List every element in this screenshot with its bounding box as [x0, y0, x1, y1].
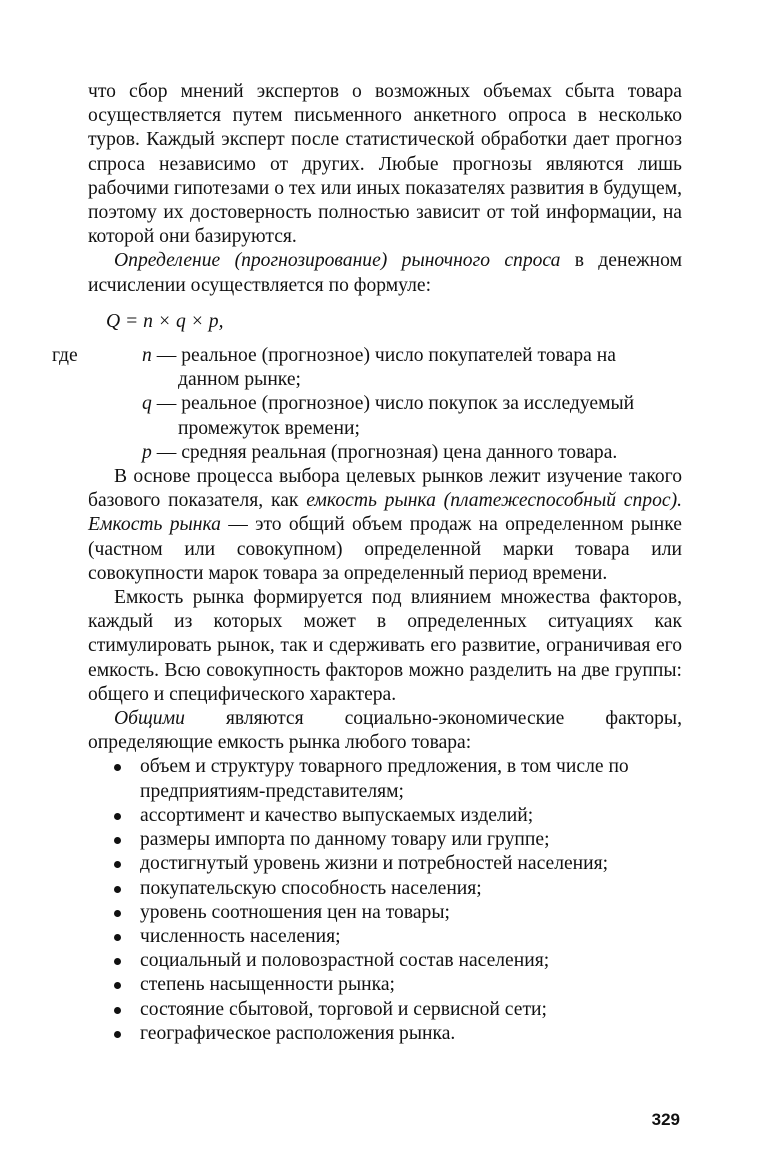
term-demand-forecasting: Определение (прогнозирование) рыночного спроса [114, 250, 561, 272]
list-item: уровень соотношения цен на товары; [114, 901, 682, 925]
paragraph-capacity-a: В основе процесса выбора целевых рынков лежит изучение такого базового показателя, как [88, 466, 682, 512]
bullet-icon [114, 910, 121, 917]
bullet-icon [114, 764, 121, 771]
definition-continuation: данном рынке; [178, 369, 301, 391]
definition-p [88, 441, 682, 465]
paragraph-market-capacity [88, 465, 682, 586]
paragraph-demand-rest: в денежном исчислении осуществляется по формуле: [88, 250, 682, 296]
definition-n [52, 344, 682, 392]
definition-var: q [142, 393, 152, 415]
list-item: состояние сбытовой, торговой и сервисной сети; [114, 998, 682, 1022]
bullet-icon [114, 1031, 121, 1038]
definition-var: n [142, 345, 152, 367]
paragraph-capacity-b: — это общий объем продаж на определенном рынке (частном или совокупном) определенной марки товара или совокупности марок товара за определенный период времени. [88, 514, 682, 584]
bullet-icon [114, 886, 121, 893]
factor-list [88, 755, 682, 1045]
list-item: ассортимент и качество выпускаемых изделий; [114, 804, 682, 828]
list-item: размеры импорта по данному товару или группе; [114, 828, 682, 852]
list-item: достигнутый уровень жизни и потребностей населения; [114, 852, 682, 876]
where-word: где [52, 345, 78, 367]
bullet-icon [114, 837, 121, 844]
list-item: социальный и половозрастной состав населения; [114, 949, 682, 973]
definition-var: p [142, 441, 152, 463]
list-item: численность населения; [114, 925, 682, 949]
paragraph-demand-definition [88, 249, 682, 297]
paragraph-general-rest: являются социально-экономические факторы, определяющие емкость рынка любого товара: [88, 708, 682, 754]
bullet-icon [114, 1007, 121, 1014]
paragraph-intro: что сбор мнений экспертов о возможных объемах сбыта товара осуществляется путем письменного анкетного опроса в несколько туров. Каждый эксперт после статистической обработки дает прогноз спроса независимо от других. Любые прогнозы являются лишь рабочими гипотезами о тех или иных показателях развития в будущем, поэтому их достоверность полностью зависит от той информации, на которой они базируются. [88, 81, 682, 248]
definition-text: — реальное (прогнозное) число покупателей товара на [151, 345, 616, 367]
bullet-icon [114, 861, 121, 868]
bullet-icon [114, 958, 121, 965]
formula-definitions [52, 344, 682, 465]
term-market-capacity: емкость рынка (платежеспособный спрос). Емкость рынка [88, 490, 683, 536]
list-item: степень насыщенности рынка; [114, 973, 682, 997]
definition-text: — средняя реальная (прогнозная) цена данного товара. [151, 441, 618, 463]
paragraph-general-factors [88, 707, 682, 755]
bullet-icon [114, 982, 121, 989]
term-general: Общими [114, 708, 185, 730]
definition-continuation: промежуток времени; [178, 417, 360, 439]
bullet-icon [114, 934, 121, 941]
formula: Q = n × q × p, [106, 310, 224, 332]
list-item: объем и структуру товарного предложения, в том числе по предприятиям-представителям; [114, 755, 682, 803]
paragraph-factors: Емкость рынка формируется под влиянием множества факторов, каждый из которых может в определенных ситуациях как стимулировать рынок, так и сдерживать его развитие, ограничивая его емкость. Всю совокупность факторов можно разделить на две группы: общего и специфического характера. [88, 587, 682, 705]
list-item: покупательскую способность населения; [114, 877, 682, 901]
definition-q [88, 392, 682, 440]
page-number: 329 [651, 1110, 680, 1129]
definition-text: — реальное (прогнозное) число покупок за исследуемый [151, 393, 635, 415]
list-item: географическое расположения рынка. [114, 1022, 682, 1046]
bullet-icon [114, 813, 121, 820]
